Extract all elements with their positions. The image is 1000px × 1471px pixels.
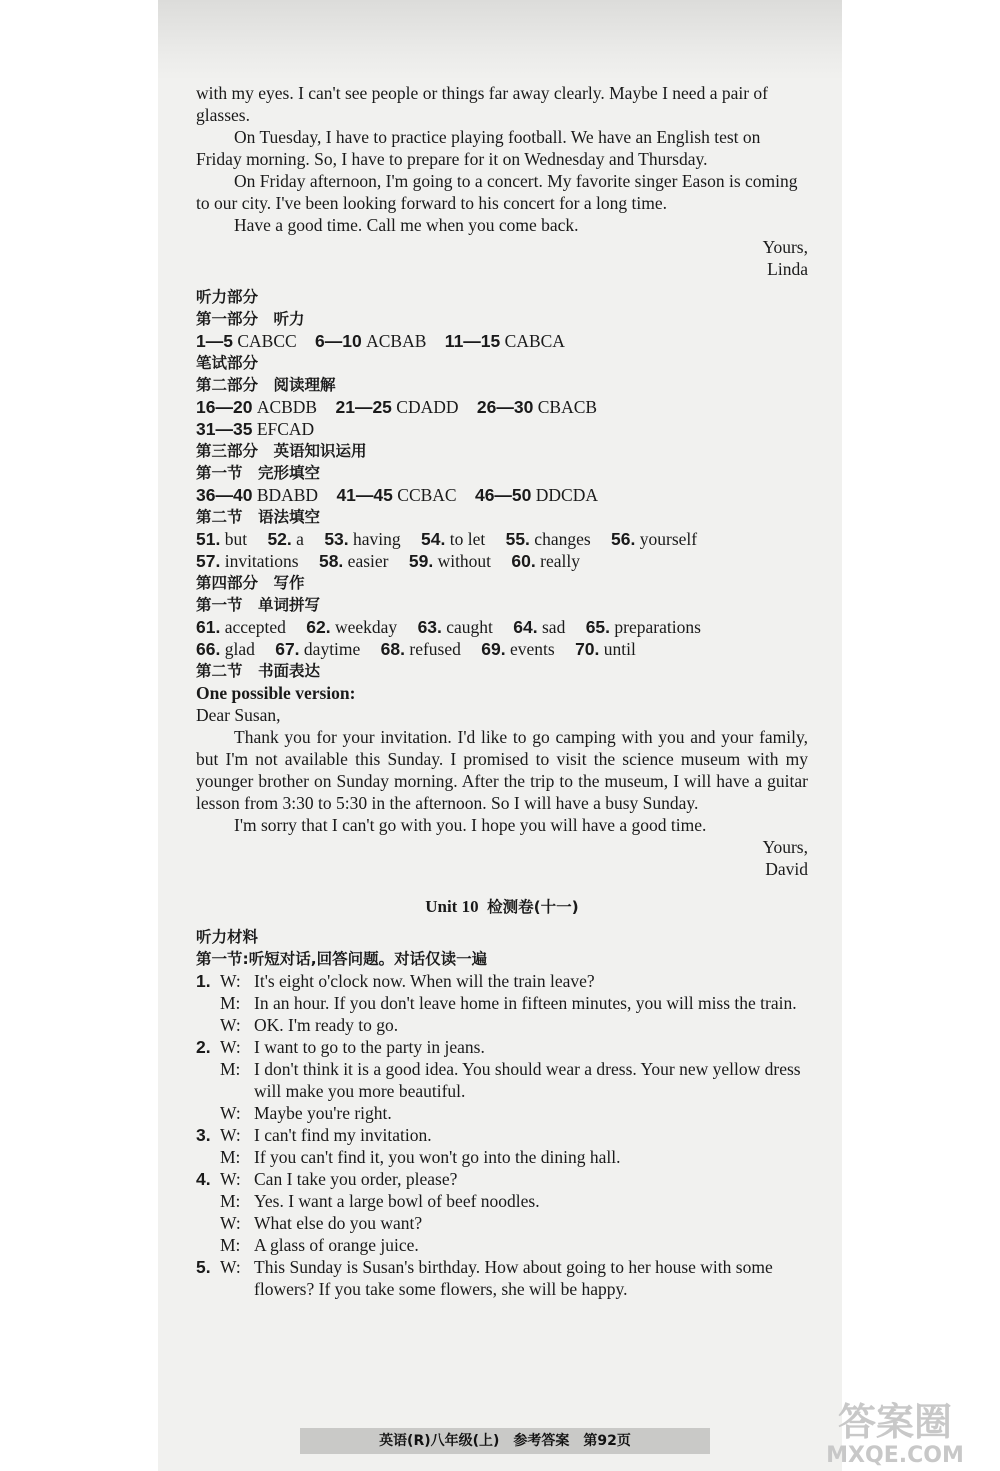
- word-answer: 64. sad: [513, 617, 566, 637]
- word-answer: 58. easier: [318, 551, 389, 571]
- dialogue-line: M: Yes. I want a large bowl of beef noodles.: [220, 1191, 540, 1211]
- part1-answers: [196, 330, 808, 352]
- section2-answers: [196, 528, 808, 550]
- letter1-line: with my eyes. I can't see people or things far away clearly. Maybe I need a pair of glasses.: [196, 83, 768, 125]
- word-answer: 68. refused: [380, 639, 461, 659]
- answer-group: 11—15 CABCA: [444, 331, 565, 351]
- version-paragraph: Thank you for your invitation. I'd like to go camping with you and your family, but I'm not available this Sunday. I promised to visit the science museum with my younger brother on Sunday morning. After the trip to the museum, I will have a guitar lesson from 3:30 to 5:30 in the afternoon. So I will have a busy Sunday.: [196, 727, 808, 813]
- materials-heading: 听力材料: [196, 928, 259, 946]
- answer-group: 16—20 ACBDB: [196, 397, 318, 417]
- section3-answers-b: [196, 638, 808, 660]
- section1-answers: [196, 484, 808, 506]
- dialogue-line: 5. W: This Sunday is Susan's birthday. How about going to her house with some flowers? If you take some flowers, she will be happy.: [196, 1257, 773, 1299]
- dialogue-line: 4. W: Can I take you order, please?: [196, 1169, 458, 1189]
- letter1-line: On Tuesday, I have to practice playing football. We have an English test on Friday morning. So, I have to prepare for it on Wednesday and Thursday.: [196, 127, 761, 169]
- letter1-closing: Yours,: [762, 237, 808, 257]
- part2-heading: 第二部分 阅读理解: [196, 376, 336, 394]
- version-greeting: Dear Susan,: [196, 705, 281, 725]
- page-footer: 英语(R)八年级(上) 参考答案 第92页: [300, 1428, 710, 1454]
- dialogue-line: W: Maybe you're right.: [220, 1103, 392, 1123]
- dialogue-line: 2. W: I want to go to the party in jeans.: [196, 1037, 485, 1057]
- word-answer: 66. glad: [196, 639, 255, 659]
- answer-content: [196, 82, 808, 1300]
- word-answer: 54. to let: [421, 529, 486, 549]
- part2-answers-b: [196, 418, 808, 440]
- watermark-logo: 答案圈 MXQE.COM: [826, 1400, 964, 1468]
- answer-group: 1—5 CABCC: [196, 331, 297, 351]
- section2-answers-b: [196, 550, 808, 572]
- word-answer: 51. but: [196, 529, 248, 549]
- answer-group: 21—25 CDADD: [335, 397, 459, 417]
- word-answer: 67. daytime: [275, 639, 361, 659]
- word-answer: 56. yourself: [611, 529, 698, 549]
- version-signature: David: [765, 859, 808, 879]
- part2-answers: [196, 396, 808, 418]
- dialogue-line: 3. W: I can't find my invitation.: [196, 1125, 432, 1145]
- word-answer: 69. events: [481, 639, 555, 659]
- letter1-line: On Friday afternoon, I'm going to a concert. My favorite singer Eason is coming to our city. I've been looking forward to his concert for a long time.: [196, 171, 798, 213]
- word-answer: 65. preparations: [585, 617, 701, 637]
- answer-group: 41—45 CCBAC: [336, 485, 457, 505]
- word-answer: 61. accepted: [196, 617, 286, 637]
- dialogue-line: M: A glass of orange juice.: [220, 1235, 419, 1255]
- scan-shadow: [158, 0, 842, 80]
- version-paragraph: I'm sorry that I can't go with you. I hope you will have a good time.: [234, 815, 707, 835]
- dialogue-line: M: I don't think it is a good idea. You should wear a dress. Your new yellow dress will make you more beautiful.: [220, 1059, 801, 1101]
- answer-group: 31—35 EFCAD: [196, 419, 315, 439]
- listening-section-heading: 第一节:听短对话,回答问题。对话仅读一遍: [196, 950, 488, 968]
- word-answer: 62. weekday: [306, 617, 398, 637]
- section3-answers: [196, 616, 808, 638]
- word-answer: 59. without: [408, 551, 492, 571]
- answer-group: 6—10 ACBAB: [315, 331, 427, 351]
- word-answer: 55. changes: [505, 529, 591, 549]
- letter1-signature: Linda: [767, 259, 808, 279]
- dialogue-line: 1. W: It's eight o'clock now. When will the train leave?: [196, 971, 595, 991]
- part3-heading: 第三部分 英语知识运用: [196, 442, 367, 460]
- page: [158, 0, 842, 1471]
- unit-title: Unit 10 检测卷(十一): [425, 897, 579, 916]
- part1-heading: 第一部分 听力: [196, 310, 305, 328]
- word-answer: 70. until: [575, 639, 636, 659]
- dialogue-line: W: OK. I'm ready to go.: [220, 1015, 399, 1035]
- section3-heading: 第一节 单词拼写: [196, 596, 321, 614]
- word-answer: 53. having: [324, 529, 401, 549]
- word-answer: 52. a: [267, 529, 304, 549]
- dialogue-line: W: What else do you want?: [220, 1213, 423, 1233]
- version-closing: Yours,: [762, 837, 808, 857]
- dialogue-line: M: If you can't find it, you won't go into the dining hall.: [220, 1147, 621, 1167]
- answer-group: 46—50 DDCDA: [474, 485, 599, 505]
- listening-heading: 听力部分: [196, 288, 259, 306]
- section4-heading: 第二节 书面表达: [196, 662, 321, 680]
- part4-heading: 第四部分 写作: [196, 574, 305, 592]
- answer-group: 26—30 CBACB: [476, 397, 598, 417]
- dialogue-line: M: In an hour. If you don't leave home in fifteen minutes, you will miss the train.: [220, 993, 797, 1013]
- written-heading: 笔试部分: [196, 354, 259, 372]
- version-heading: One possible version:: [196, 683, 356, 703]
- word-answer: 60. really: [511, 551, 580, 571]
- section2-heading: 第二节 语法填空: [196, 508, 321, 526]
- letter1-line: Have a good time. Call me when you come back.: [234, 215, 579, 235]
- word-answer: 63. caught: [417, 617, 493, 637]
- word-answer: 57. invitations: [196, 551, 299, 571]
- section1-heading: 第一节 完形填空: [196, 464, 321, 482]
- answer-group: 36—40 BDABD: [196, 485, 319, 505]
